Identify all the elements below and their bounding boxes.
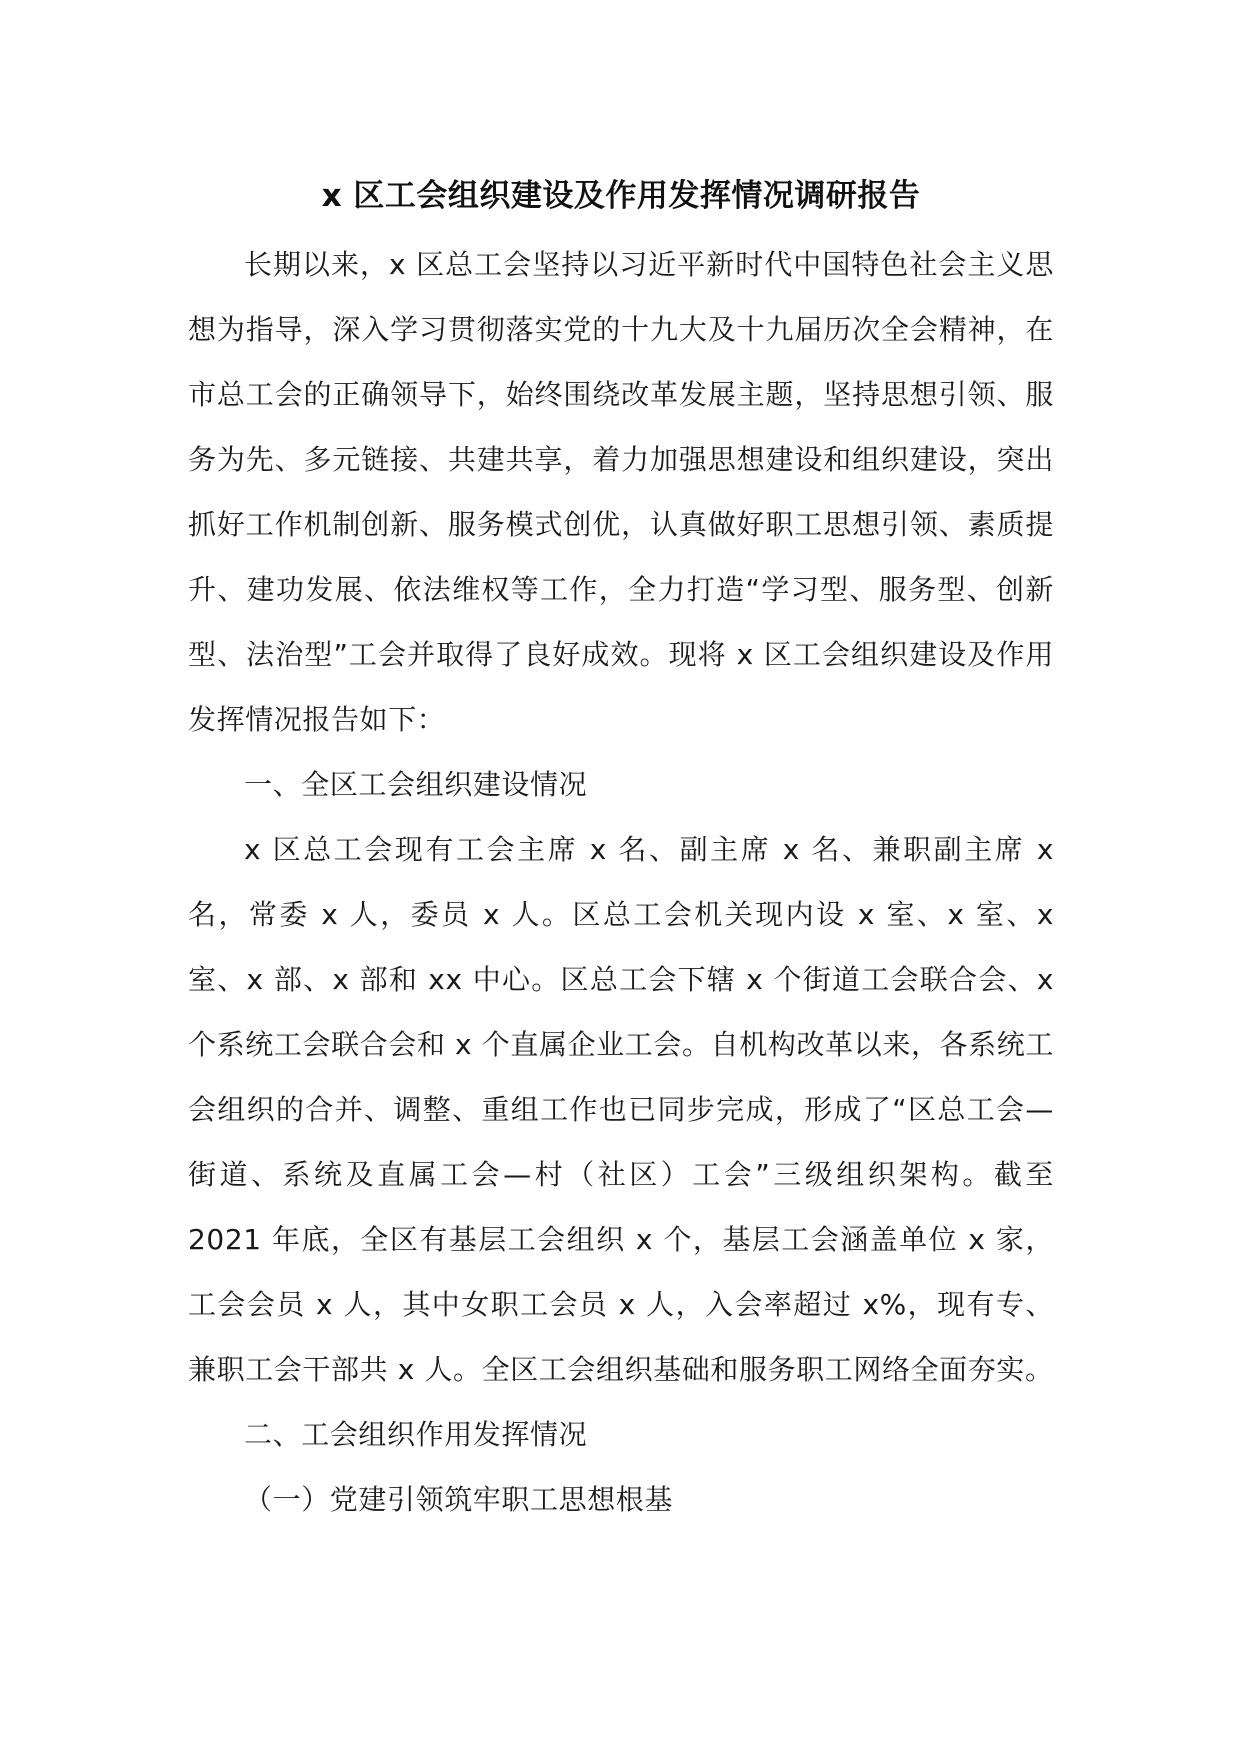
intro-paragraph: 长期以来，x 区总工会坚持以习近平新时代中国特色社会主义思想为指导，深入学习贯彻落实党的十九大及十九届历次全会精神，在市总工会的正确领导下，始终围绕改革发展主题，坚持思想引领、服务为先、多元链接、共建共享，着力加强思想建设和组织建设，突出抓好工作机制创新、服务模式创优，认真做好职工思想引领、素质提升、建功发展、依法维权等工作，全力打造“学习型、服务型、创新型、法治型”工会并取得了良好成效。现将 x 区工会组织建设及作用发挥情况报告如下： xyxy=(188,248,1054,736)
document-page xyxy=(188,168,1054,1532)
subsection-heading-1: （一）党建引领筑牢职工思想根基 xyxy=(244,1483,674,1516)
document-title: x 区工会组织建设及作用发挥情况调研报告 xyxy=(321,178,921,214)
section-heading-1: 一、全区工会组织建设情况 xyxy=(244,768,588,801)
section-heading-2: 二、工会组织作用发挥情况 xyxy=(244,1418,588,1451)
section-1-paragraph: x 区总工会现有工会主席 x 名、副主席 x 名、兼职副主席 x 名，常委 x 人，委员 x 人。区总工会机关现内设 x 室、x 室、x 室、x 部、x 部和 xx 中心。区总工会下辖 x 个街道工会联合会、x 个系统工会联合会和 x 个直属企业工会。自机构改革以来，各系统工会组织的合并、调整、重组工作也已同步完成，形成了“区总工会—街道、系统及直属工会—村（社区）工会”三级组织架构。截至 2021 年底，全区有基层工会组织 x 个，基层工会涵盖单位 x 家，工会会员 x 人，其中女职工会员 x 人，入会率超过 x%，现有专、兼职工会干部共 x 人。全区工会组织基础和服务职工网络全面夯实。 xyxy=(188,833,1054,1386)
